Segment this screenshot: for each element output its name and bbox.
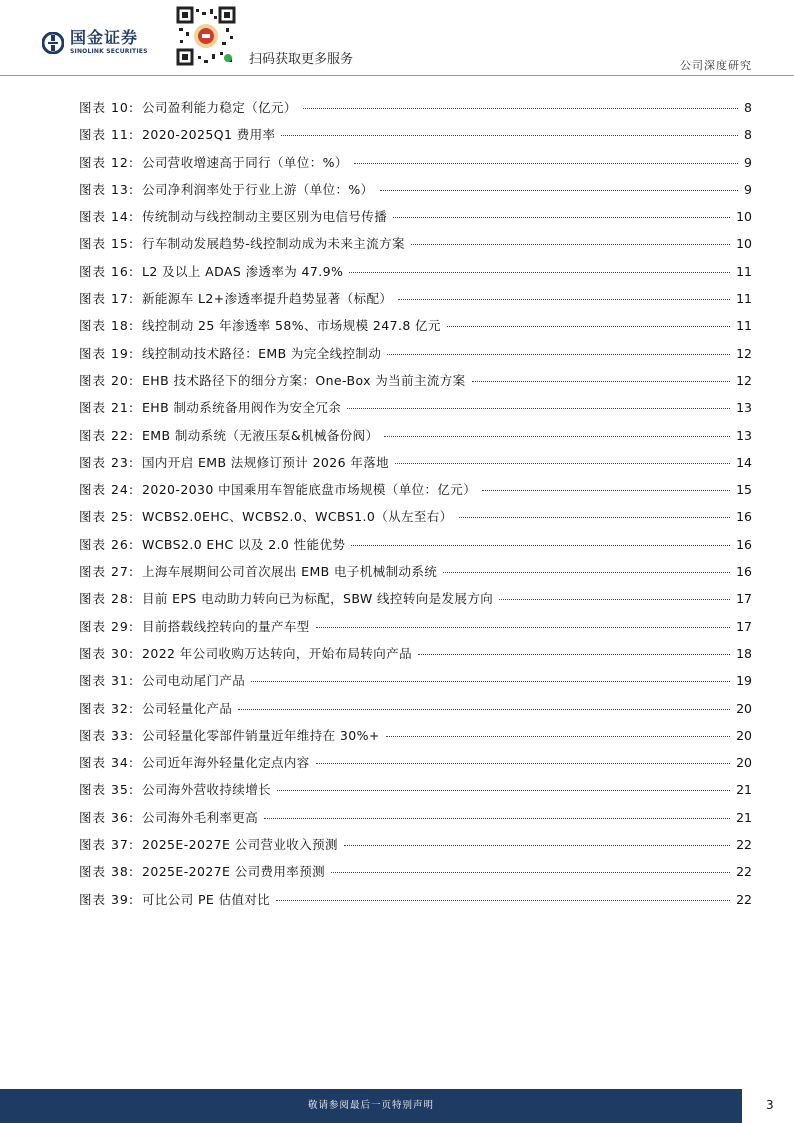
footer-bar — [0, 1089, 742, 1123]
toc-entry-page: 16 — [736, 564, 752, 580]
toc-entry-label: 图表 16: — [79, 263, 135, 279]
scan-for-services-text: 扫码获取更多服务 — [249, 52, 354, 67]
toc-dot-leader — [459, 517, 730, 518]
toc-entry-label: 图表 39: — [79, 891, 135, 907]
toc-entry[interactable] — [79, 507, 752, 534]
toc-entry[interactable] — [79, 262, 752, 289]
toc-entry[interactable] — [79, 480, 752, 507]
toc-dot-leader — [316, 627, 730, 628]
toc-entry-page: 11 — [736, 263, 752, 279]
toc-entry-label: 图表 33: — [79, 727, 135, 743]
toc-entry[interactable] — [79, 398, 752, 425]
toc-entry-label: 图表 35: — [79, 782, 135, 798]
toc-entry-title: 2025E-2027E 公司营业收入预测 — [142, 837, 338, 853]
toc-dot-leader — [499, 599, 730, 600]
toc-dot-leader — [344, 845, 730, 846]
toc-dot-leader — [238, 709, 730, 710]
toc-entry-page: 22 — [736, 891, 752, 907]
toc-entry-page: 22 — [736, 864, 752, 880]
toc-entry-label: 图表 28: — [79, 591, 135, 607]
toc-dot-leader — [264, 818, 730, 819]
toc-dot-leader — [443, 572, 730, 573]
toc-entry-title: 公司海外毛利率更高 — [142, 809, 259, 825]
toc-entry[interactable] — [79, 780, 752, 807]
toc-entry-label: 图表 13: — [79, 181, 135, 197]
toc-entry-title: 传统制动与线控制动主要区别为电信号传播 — [142, 209, 388, 225]
toc-entry-page: 9 — [744, 154, 752, 170]
toc-entry-label: 图表 37: — [79, 837, 135, 853]
toc-entry-label: 图表 31: — [79, 673, 135, 689]
toc-entry-page: 8 — [744, 127, 752, 143]
toc-entry[interactable] — [79, 862, 752, 889]
toc-entry[interactable] — [79, 644, 752, 671]
toc-dot-leader — [251, 681, 730, 682]
toc-entry-page: 19 — [736, 673, 752, 689]
toc-entry-title: WCBS2.0 EHC 以及 2.0 性能优势 — [142, 536, 346, 552]
toc-entry-title: 公司海外营收持续增长 — [142, 782, 272, 798]
toc-dot-leader — [387, 354, 730, 355]
toc-dot-leader — [393, 217, 730, 218]
toc-entry-label: 图表 36: — [79, 809, 135, 825]
logo-mark-icon — [42, 32, 64, 54]
toc-entry-title: 线控制动技术路径：EMB 为完全线控制动 — [142, 345, 382, 361]
toc-entry-title: 公司轻量化零部件销量近年维持在 30%+ — [142, 727, 380, 743]
toc-entry[interactable] — [79, 426, 752, 453]
toc-entry-title: 线控制动 25 年渗透率 58%、市场规模 247.8 亿元 — [142, 318, 441, 334]
toc-entry[interactable] — [79, 726, 752, 753]
toc-entry-page: 16 — [736, 536, 752, 552]
toc-entry-title: 目前搭载线控转向的量产车型 — [142, 618, 310, 634]
toc-entry-title: 公司营收增速高于同行（单位：%） — [142, 154, 348, 170]
toc-entry-title: 2025E-2027E 公司费用率预测 — [142, 864, 326, 880]
toc-entry-page: 12 — [736, 345, 752, 361]
toc-entry-label: 图表 26: — [79, 536, 135, 552]
toc-dot-leader — [472, 381, 731, 382]
toc-entry-title: 目前 EPS 电动助力转向已为标配，SBW 线控转向是发展方向 — [142, 591, 494, 607]
toc-entry-page: 17 — [736, 618, 752, 634]
report-type-label: 公司深度研究 — [680, 59, 752, 72]
toc-dot-leader — [395, 463, 730, 464]
toc-entry-title: EHB 技术路径下的细分方案：One-Box 为当前主流方案 — [142, 372, 466, 388]
toc-dot-leader — [281, 135, 738, 136]
toc-entry-label: 图表 34: — [79, 755, 135, 771]
toc-entry-label: 图表 32: — [79, 700, 135, 716]
toc-entry-title: 2020-2025Q1 费用率 — [142, 127, 276, 143]
toc-entry-page: 21 — [736, 782, 752, 798]
toc-entry[interactable] — [79, 344, 752, 371]
toc-dot-leader — [384, 436, 730, 437]
toc-entry-page: 18 — [736, 645, 752, 661]
toc-entry[interactable] — [79, 207, 752, 234]
toc-entry-page: 13 — [736, 400, 752, 416]
toc-entry-page: 9 — [744, 181, 752, 197]
toc-entry-label: 图表 12: — [79, 154, 135, 170]
toc-entry[interactable] — [79, 617, 752, 644]
toc-entry-label: 图表 17: — [79, 291, 135, 307]
toc-entry-page: 11 — [736, 291, 752, 307]
toc-entry-label: 图表 11: — [79, 127, 135, 143]
toc-entry[interactable] — [79, 180, 752, 207]
toc-entry-label: 图表 15: — [79, 236, 135, 252]
toc-entry[interactable] — [79, 153, 752, 180]
brand-name-en: SINOLINK SECURITIES — [70, 48, 148, 55]
toc-entry-label: 图表 19: — [79, 345, 135, 361]
toc-entry-title: 新能源车 L2+渗透率提升趋势显著（标配） — [142, 291, 393, 307]
toc-entry-title: WCBS2.0EHC、WCBS2.0、WCBS1.0（从左至右） — [142, 509, 453, 525]
toc-entry-label: 图表 14: — [79, 209, 135, 225]
toc-entry[interactable] — [79, 835, 752, 862]
toc-dot-leader — [349, 272, 730, 273]
toc-dot-leader — [347, 408, 730, 409]
toc-dot-leader — [398, 299, 730, 300]
toc-entry[interactable] — [79, 808, 752, 835]
toc-entry-title: 公司净利润率处于行业上游（单位：%） — [142, 181, 374, 197]
toc-entry-page: 14 — [736, 454, 752, 470]
toc-entry-label: 图表 38: — [79, 864, 135, 880]
toc-entry-title: 上海车展期间公司首次展出 EMB 电子机械制动系统 — [142, 564, 438, 580]
toc-entry-page: 17 — [736, 591, 752, 607]
toc-dot-leader — [380, 190, 738, 191]
toc-entry-page: 20 — [736, 700, 752, 716]
toc-entry-label: 图表 23: — [79, 454, 135, 470]
toc-dot-leader — [331, 872, 730, 873]
toc-dot-leader — [303, 108, 738, 109]
toc-entry-page: 8 — [744, 100, 752, 115]
toc-entry[interactable] — [79, 562, 752, 589]
toc-entry-page: 11 — [736, 318, 752, 334]
disclaimer-text: 敬请参阅最后一页特别声明 — [307, 1100, 434, 1111]
toc-entry-label: 图表 20: — [79, 372, 135, 388]
toc-entry[interactable] — [79, 371, 752, 398]
toc-entry-label: 图表 25: — [79, 509, 135, 525]
toc-dot-leader — [351, 545, 730, 546]
header-divider — [0, 75, 794, 76]
toc-dot-leader — [447, 326, 730, 327]
toc-entry-title: 公司盈利能力稳定（亿元） — [142, 100, 297, 115]
toc-dot-leader — [277, 790, 730, 791]
toc-entry[interactable] — [79, 98, 752, 125]
toc-entry-title: 国内开启 EMB 法规修订预计 2026 年落地 — [142, 454, 390, 470]
toc-entry-label: 图表 18: — [79, 318, 135, 334]
toc-entry-label: 图表 10: — [79, 100, 135, 115]
toc-entry-label: 图表 27: — [79, 564, 135, 580]
toc-dot-leader — [316, 763, 730, 764]
toc-entry-title: 2022 年公司收购万达转向，开始布局转向产品 — [142, 645, 412, 661]
toc-entry-page: 16 — [736, 509, 752, 525]
toc-entry-label: 图表 24: — [79, 482, 135, 498]
toc-entry[interactable] — [79, 890, 752, 917]
toc-entry-page: 20 — [736, 727, 752, 743]
toc-entry-title: EMB 制动系统（无液压泵&机械备份阀） — [142, 427, 379, 443]
toc-dot-leader — [418, 654, 730, 655]
page-header — [0, 0, 794, 76]
toc-entry[interactable] — [79, 316, 752, 343]
toc-entry-label: 图表 30: — [79, 645, 135, 661]
toc-entry-label: 图表 22: — [79, 427, 135, 443]
toc-entry-title: 公司电动尾门产品 — [142, 673, 246, 689]
page-number: 3 — [766, 1098, 774, 1112]
toc-entry-title: 公司轻量化产品 — [142, 700, 233, 716]
brand-name-cn: 国金证券 — [70, 28, 139, 47]
toc-entry[interactable] — [79, 289, 752, 316]
toc-dot-leader — [354, 163, 738, 164]
toc-entry-page: 10 — [736, 209, 752, 225]
toc-entry-page: 12 — [736, 372, 752, 388]
toc-entry-title: 行车制动发展趋势-线控制动成为未来主流方案 — [142, 236, 405, 252]
toc-dot-leader — [482, 490, 730, 491]
toc-dot-leader — [411, 244, 730, 245]
toc-entry[interactable] — [79, 671, 752, 698]
toc-entry-label: 图表 21: — [79, 400, 135, 416]
toc-entry-title: 2020-2030 中国乘用车智能底盘市场规模（单位：亿元） — [142, 482, 477, 498]
toc-dot-leader — [386, 736, 730, 737]
toc-entry-page: 13 — [736, 427, 752, 443]
toc-entry-page: 10 — [736, 236, 752, 252]
toc-entry-title: 公司近年海外轻量化定点内容 — [142, 755, 310, 771]
toc-entry-label: 图表 29: — [79, 618, 135, 634]
toc-entry-title: L2 及以上 ADAS 渗透率为 47.9% — [142, 263, 344, 279]
toc-entry[interactable] — [79, 125, 752, 152]
toc-entry[interactable] — [79, 234, 752, 261]
toc-entry-title: EHB 制动系统备用阀作为安全冗余 — [142, 400, 342, 416]
toc-entry[interactable] — [79, 589, 752, 616]
toc-entry-page: 20 — [736, 755, 752, 771]
toc-entry[interactable] — [79, 453, 752, 480]
toc-entry[interactable] — [79, 699, 752, 726]
toc-entry-page: 15 — [736, 482, 752, 498]
toc-entry-title: 可比公司 PE 估值对比 — [142, 891, 271, 907]
figure-index-list — [79, 98, 752, 917]
toc-dot-leader — [276, 900, 730, 901]
toc-entry-page: 22 — [736, 837, 752, 853]
toc-entry[interactable] — [79, 535, 752, 562]
toc-entry-page: 21 — [736, 809, 752, 825]
qr-code-icon[interactable] — [176, 6, 236, 66]
brand-logo — [42, 30, 148, 55]
toc-entry[interactable] — [79, 753, 752, 780]
